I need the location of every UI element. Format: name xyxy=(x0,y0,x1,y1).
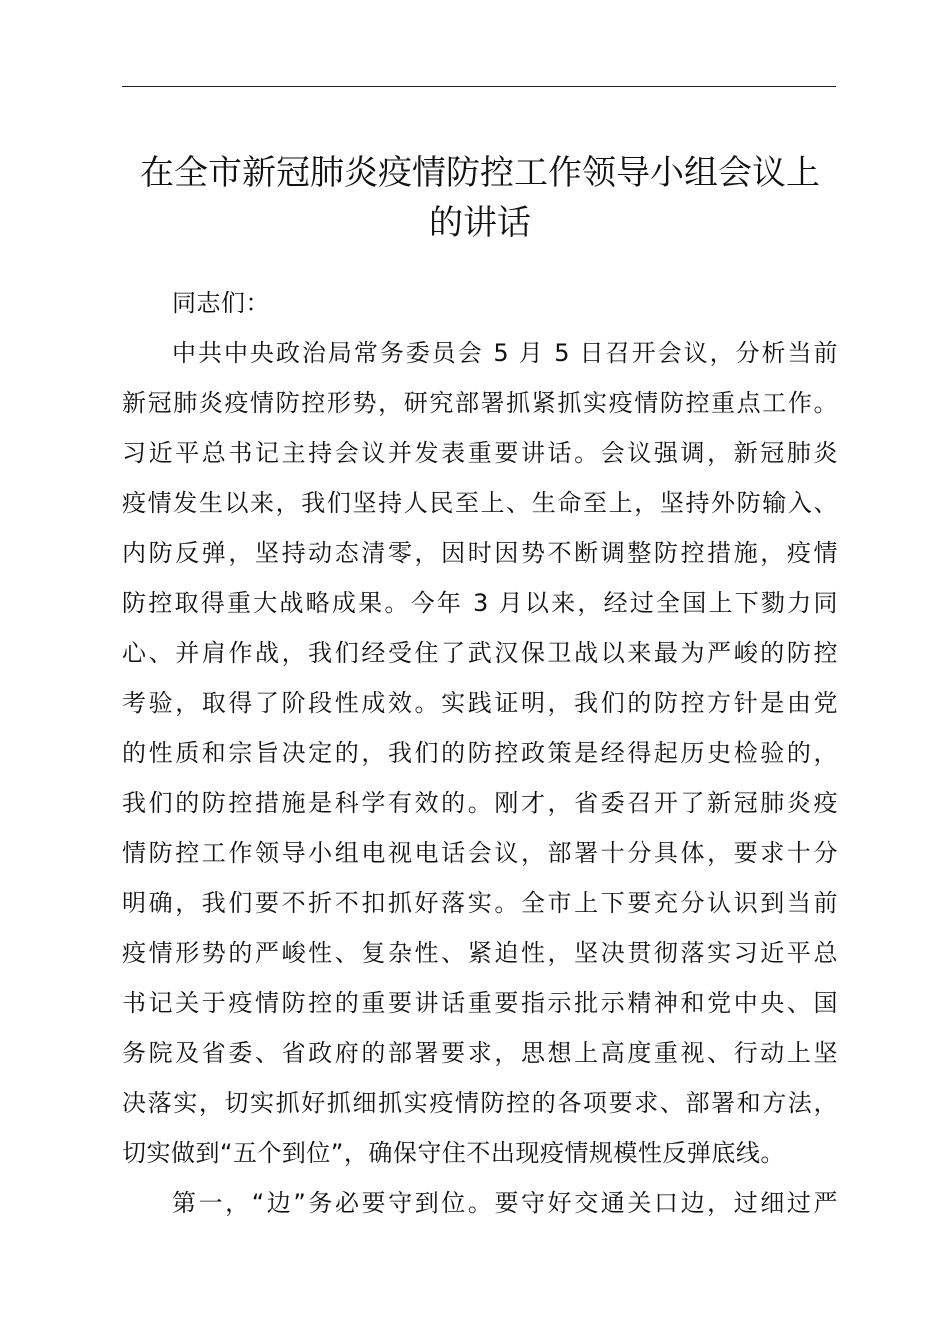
paragraph-line: 第一，“边”务必要守到位。要守好交通关口边，过细过严 xyxy=(172,1189,838,1217)
paragraph-line: 的性质和宗旨决定的，我们的防控政策是经得起历史检验的， xyxy=(122,739,838,767)
paragraph-line: 习近平总书记主持会议并发表重要讲话。会议强调，新冠肺炎 xyxy=(122,439,838,467)
paragraph-line: 务院及省委、省政府的部署要求，思想上高度重视、行动上坚 xyxy=(122,1039,838,1067)
title-line: 在全市新冠肺炎疫情防控工作领导小组会议上 xyxy=(140,153,820,193)
paragraph-line: 书记关于疫情防控的重要讲话重要指示批示精神和党中央、国 xyxy=(122,989,838,1017)
paragraph-line: 情防控工作领导小组电视电话会议，部署十分具体，要求十分 xyxy=(122,839,838,867)
paragraph-line: 疫情形势的严峻性、复杂性、紧迫性，坚决贯彻落实习近平总 xyxy=(122,939,838,967)
paragraph-line: 我们的防控措施是科学有效的。刚才，省委召开了新冠肺炎疫 xyxy=(122,789,838,817)
paragraph-line: 防控取得重大战略成果。今年 3 月以来，经过全国上下勠力同 xyxy=(122,589,838,617)
header-rule xyxy=(122,86,836,87)
paragraph-line: 内防反弹，坚持动态清零，因时因势不断调整防控措施，疫情 xyxy=(122,539,838,567)
paragraph-line: 考验，取得了阶段性成效。实践证明，我们的防控方针是由党 xyxy=(122,689,838,717)
document-body xyxy=(122,278,838,1228)
paragraph-line: 心、并肩作战，我们经受住了武汉保卫战以来最为严峻的防控 xyxy=(122,639,838,667)
salutation: 同志们： xyxy=(172,289,270,317)
paragraph-1 xyxy=(122,328,838,1178)
paragraph-line: 疫情发生以来，我们坚持人民至上、生命至上，坚持外防输入、 xyxy=(122,489,838,517)
paragraph-2 xyxy=(122,1178,838,1228)
paragraph-line: 决落实，切实抓好抓细抓实疫情防控的各项要求、部署和方法， xyxy=(122,1089,838,1117)
paragraph-line: 中共中央政治局常务委员会 5 月 5 日召开会议，分析当前 xyxy=(172,339,838,367)
title-line: 的讲话 xyxy=(429,203,531,243)
paragraph-line: 切实做到“五个到位”，确保守住不出现疫情规模性反弹底线。 xyxy=(122,1139,785,1167)
paragraph-line: 新冠肺炎疫情防控形势，研究部署抓紧抓实疫情防控重点工作。 xyxy=(122,389,838,417)
paragraph-line: 明确，我们要不折不扣抓好落实。全市上下要充分认识到当前 xyxy=(122,889,838,917)
document-title xyxy=(100,148,860,248)
